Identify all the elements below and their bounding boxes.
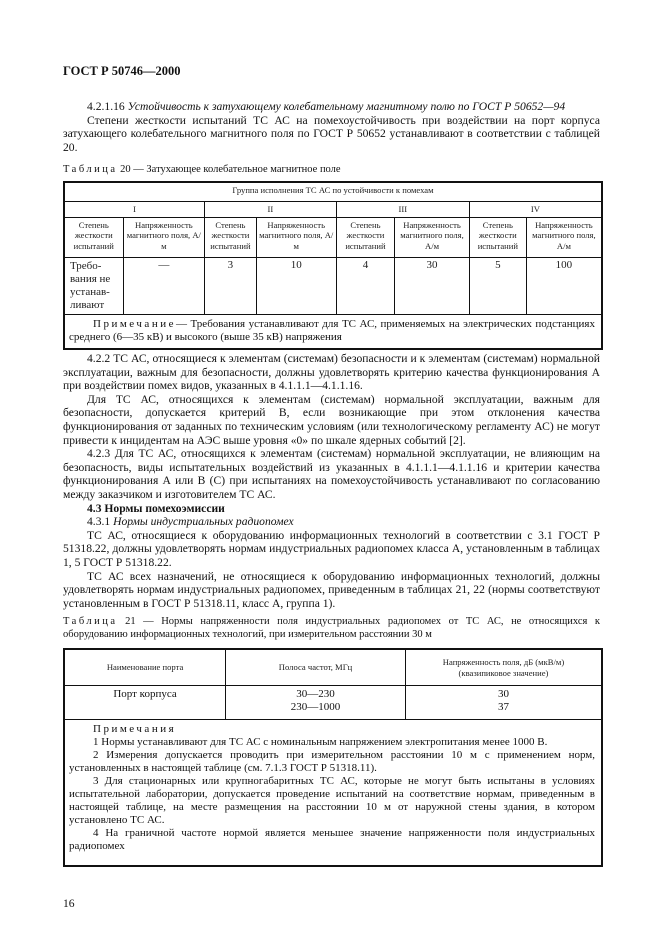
section-title: Устойчивость к затухающему колебательному магнитному полю по ГОСТ Р 50652—94: [127, 100, 566, 113]
field-values: [405, 686, 601, 720]
band: 30—230: [296, 688, 335, 700]
subsection-heading: [63, 515, 600, 529]
caption-text: 21 — Нормы напряженности поля индустриальных радиопомех от ТС АС, не относящихся к оборудованию информационных технологий, при измерительном расстоянии 30 м: [63, 616, 601, 640]
paragraph: ТС АС, относящиеся к оборудованию информационных технологий в соответствии с 3.1 ГОСТ Р 51318.22, должны удовлетворять нормам индустриальных радиопомех класса А, установленным в таблицах 1, 5 ГОСТ Р 51318.22.: [63, 528, 600, 569]
paragraph: 4.2.3 Для ТС АС, относящихся к элементам (системам) нормальной эксплуатации, не влияющим на безопасность, виды испытательных воздействий из указанных в 4.1.1.1—4.1.1.16 и критерии качества функционирования А или В (С) при испытаниях на помехоустойчивость устанавливают по согласованию между заказчиком и изготовителем ТС АС.: [63, 447, 600, 501]
group-I: I: [65, 202, 205, 218]
group-IV: IV: [469, 202, 601, 218]
note: 4 На граничной частоте нормой является меньшее значение напряженности поля индустриальных радиопомех: [69, 827, 595, 852]
band: 230—1000: [290, 700, 341, 713]
group-III: III: [336, 202, 469, 218]
section-title: 4.3 Нормы помехоэмиссии: [87, 501, 225, 515]
cell: 5: [469, 257, 526, 314]
sub-header: Степень жесткости испытаний: [336, 217, 395, 257]
sub-header: Напряженность магнитного поля, А/м: [526, 217, 601, 257]
sub-header: Степень жесткости испытаний: [65, 217, 124, 257]
note: 1 Нормы устанавливают для ТС АС с номинальным напряжением электропитания менее 1000 В.: [93, 736, 548, 748]
sub-header: Напряженность магнитного поля, А/м: [256, 217, 336, 257]
cell: 4: [336, 257, 395, 314]
table-21: [63, 648, 603, 867]
document-header: ГОСТ Р 50746—2000: [63, 64, 181, 78]
port-name: Порт корпуса: [65, 686, 226, 720]
section-number: 4.3.1: [87, 515, 111, 529]
table20-caption: [63, 163, 600, 177]
value: 30: [497, 688, 509, 700]
note-label: Примечание: [93, 317, 176, 330]
sub-header: Степень жесткости испытаний: [469, 217, 526, 257]
sub-header: Напряженность магнитного поля, А/м: [123, 217, 205, 257]
cell: 3: [205, 257, 257, 314]
sub-header: Степень жесткости испытаний: [205, 217, 257, 257]
cell: 30: [395, 257, 470, 314]
table-note: [65, 314, 602, 348]
header-band: Полоса частот, МГц: [226, 650, 406, 686]
header-port: Наименование порта: [65, 650, 226, 686]
notes-title: Примечания: [93, 723, 177, 735]
note: 3 Для стационарных или крупногабаритных ТС АС, которые не могут быть испытаны в условиях испытательной лаборатории, допускается проведение испытаний на соответствие нормам, приведенным в настоящей таблице, на месте размещения на расстоянии 10 м от наружной стены здания, в котором установлено ТС АС.: [69, 775, 595, 826]
paragraph: Для ТС АС, относящихся к элементам (системам) нормальной эксплуатации, важным для безопасности, допускается критерий В, если возникающие при этом отклонения качества функционирования от заданных по техническим условиям (или технологическому регламенту АС) не могут привести к инцидентам на АЭС выше уровня «0» по шкале ядерных событий [2].: [63, 392, 600, 447]
paragraphs-4-2-2: [63, 352, 600, 610]
table-notes: [65, 720, 602, 866]
paragraph: ТС АС всех назначений, не относящиеся к оборудованию информационных технологий, должны удовлетворять нормам индустриальных радиопомех, приведенным в таблицах 21, 22 (нормы соответствуют установленным в ГОСТ Р 51318.11, класс А, группа 1).: [63, 569, 600, 610]
header-field: Напряженность поля, дБ (мкВ/м) (квазипиковое значение): [405, 650, 601, 686]
caption-label: Таблица: [63, 164, 118, 175]
cell: 100: [526, 257, 601, 314]
cell: 10: [256, 257, 336, 314]
paragraph: 4.2.2 ТС АС, относящиеся к элементам (системам) безопасности и к элементам (системам) нормальной эксплуатации, важным для безопасности, должны удовлетворять критерию качества функционирования А при воздействии помех видов, указанных в 4.1.1.1—4.1.1.16.: [63, 352, 600, 393]
caption-text: 20 — Затухающее колебательное магнитное поле: [120, 164, 341, 175]
section-title: Нормы индустриальных радиопомех: [113, 515, 294, 529]
caption-label: Таблица: [63, 616, 118, 627]
group-header: Группа исполнения ТС АС по устойчивости к помехам: [65, 183, 602, 202]
page-number: 16: [63, 897, 75, 910]
note: 2 Измерения допускается проводить при измерительном расстоянии 10 м с применением норм, установленных в настоящей таблице (см. 7.1.3 ГОСТ Р 51318.11).: [69, 749, 595, 774]
frequency-bands: [226, 686, 406, 720]
value: 37: [497, 700, 509, 713]
cell: —: [123, 257, 205, 314]
group-II: II: [205, 202, 337, 218]
sub-header: Напряженность магнитного поля, А/м: [395, 217, 470, 257]
paragraph: Степени жесткости испытаний ТС АС на помехоустойчивость при воздействии на порт корпуса затухающего колебательного магнитного поля по ГОСТ Р 50652 устанавливают в соответствии с таблицей 20.: [63, 113, 600, 154]
table-20: [63, 181, 603, 350]
section-4-2-1-16: [63, 100, 600, 154]
note-text: — Требования устанавливают для ТС АС, применяемых на электрических подстанциях среднего (6—35 кВ) и высокого (выше 35 кВ) напряжения: [69, 317, 595, 343]
cell: Требо-вания не устанав-ливают: [65, 257, 124, 314]
table21-caption: [63, 616, 600, 641]
section-number: 4.2.1.16: [87, 100, 125, 113]
